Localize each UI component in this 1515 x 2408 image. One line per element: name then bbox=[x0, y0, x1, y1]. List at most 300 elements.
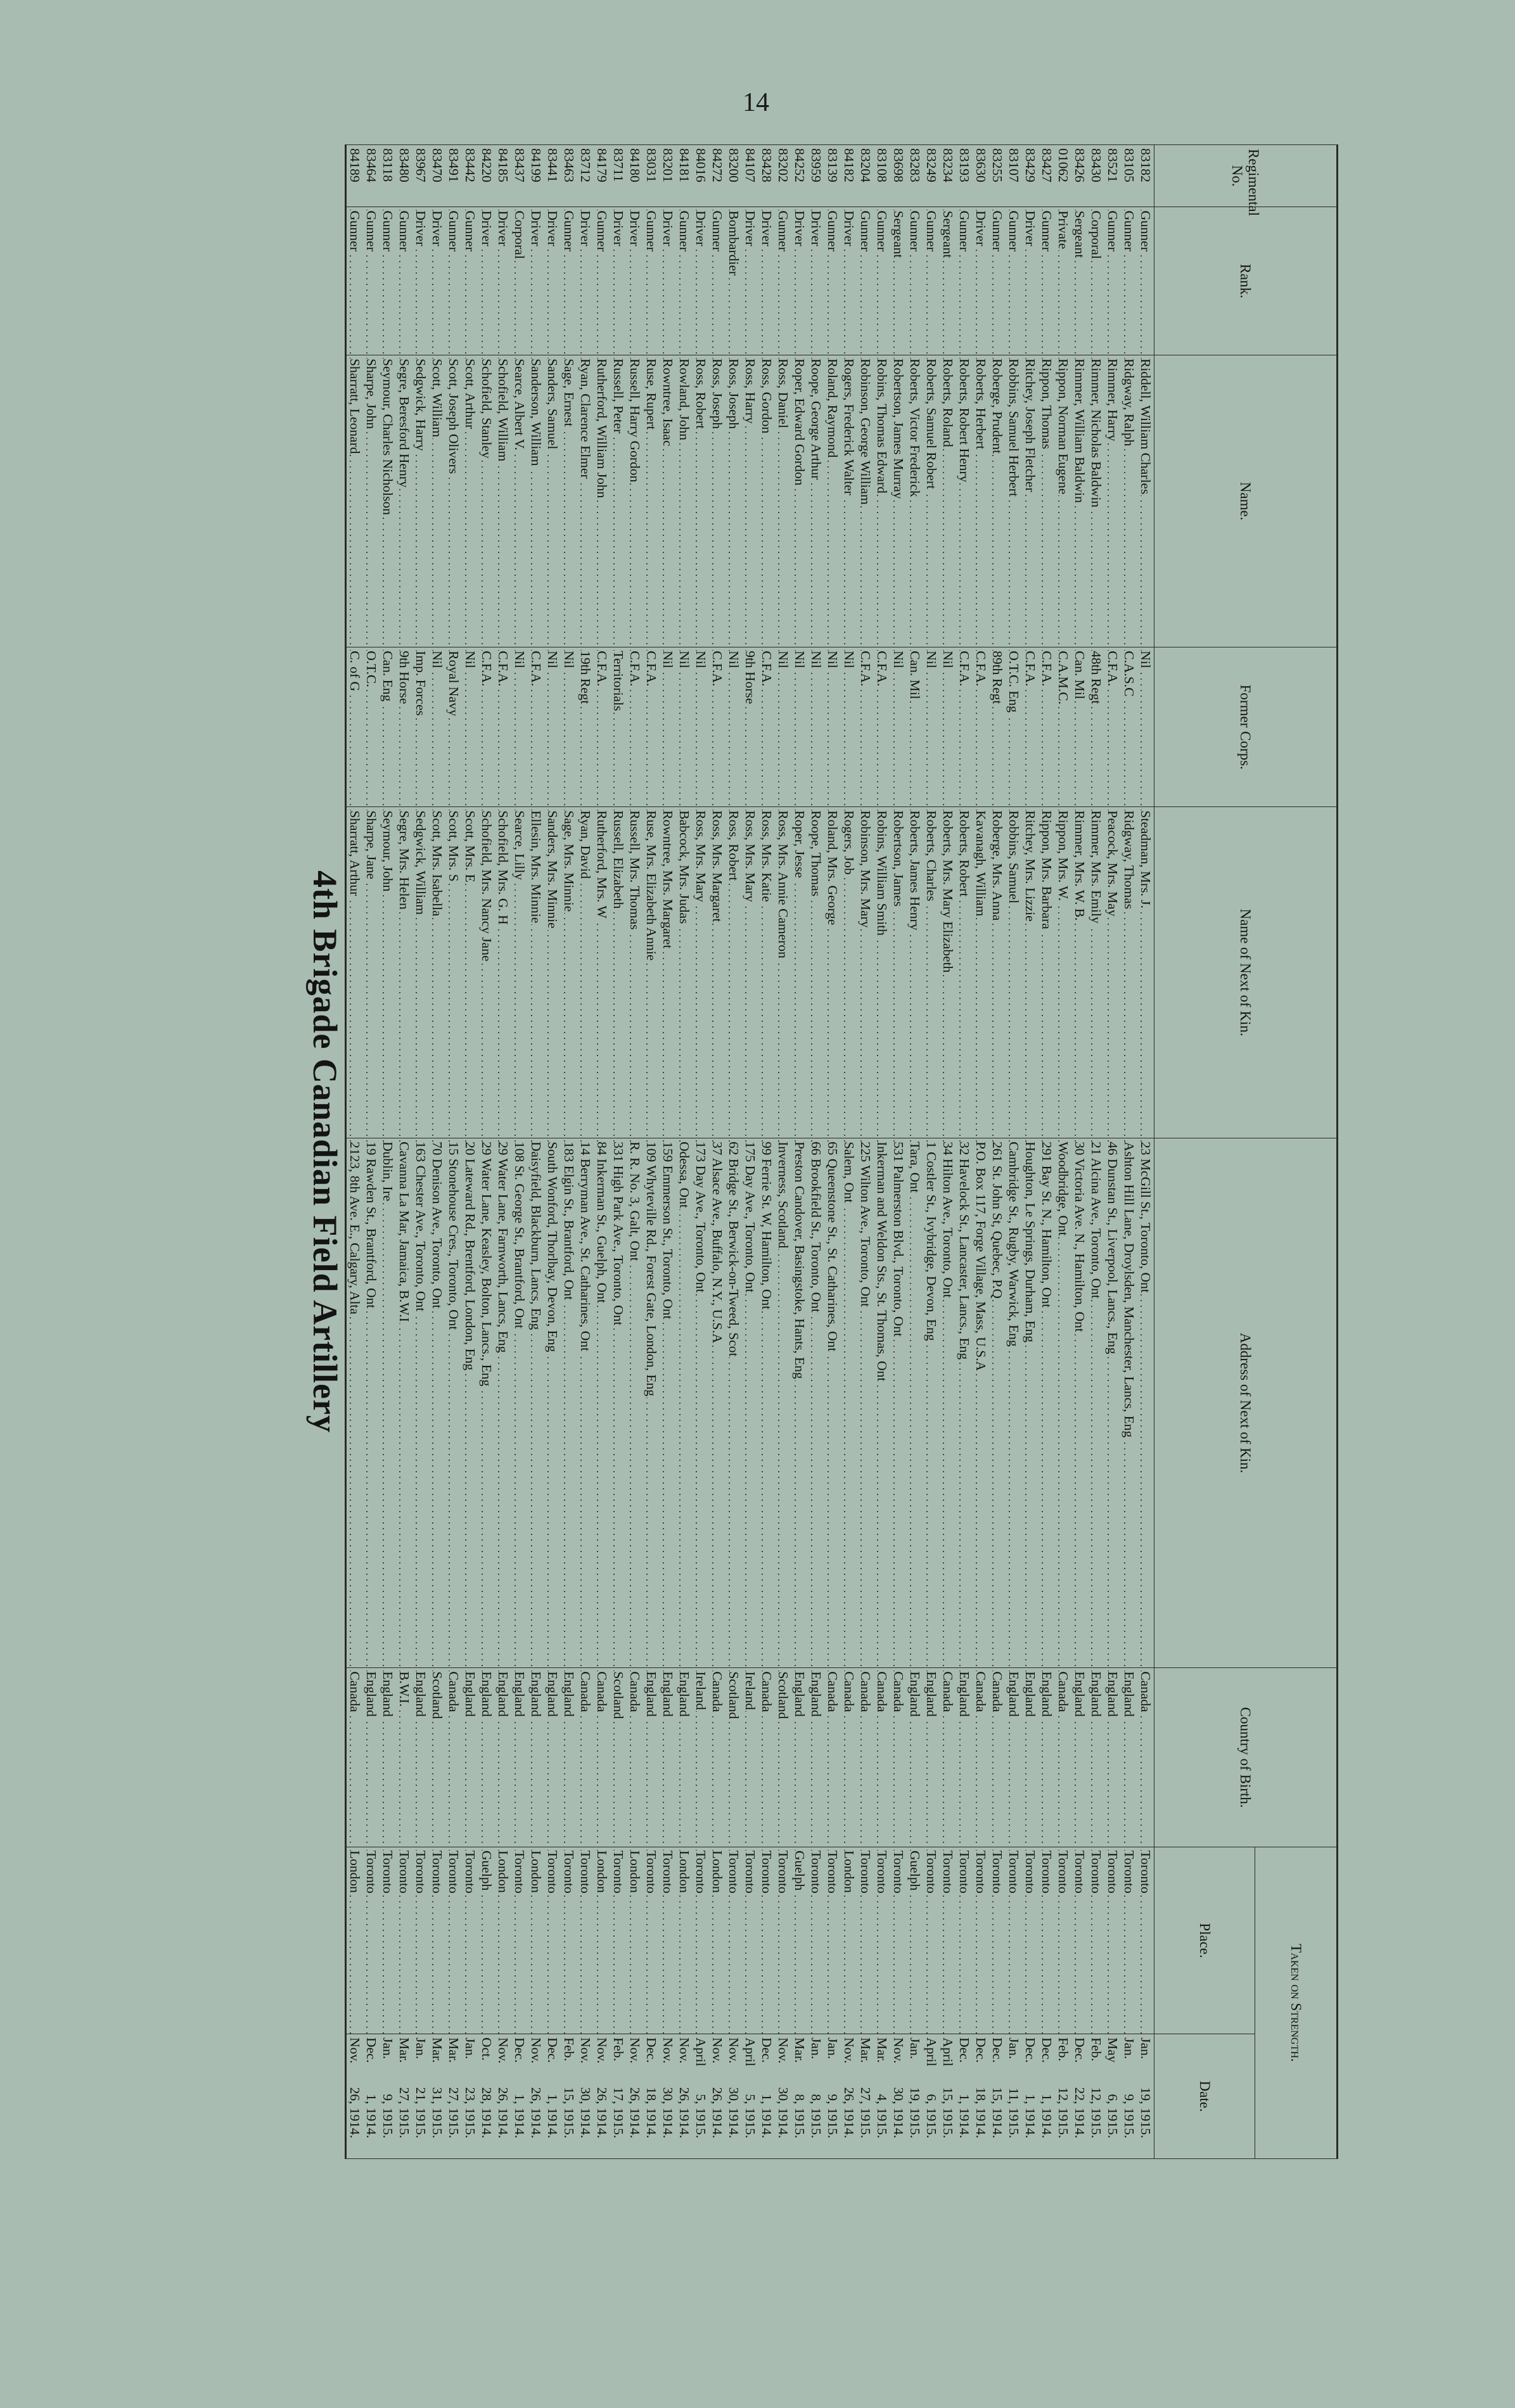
regimental-no-cell-text: 83430 bbox=[1089, 148, 1104, 182]
next-of-kin-cell-text: Sanders, Mrs. Minnie bbox=[545, 810, 560, 929]
date-day: 8 bbox=[792, 2094, 807, 2101]
regimental-no-cell-text: 84252 bbox=[792, 148, 807, 182]
country-of-birth-cell bbox=[478, 1668, 495, 1847]
address-cell bbox=[758, 1138, 775, 1667]
address-cell bbox=[857, 1138, 874, 1667]
address-cell-text: 70 Denison Ave., Toronto, Ont bbox=[430, 1141, 445, 1309]
country-of-birth-cell bbox=[577, 1668, 594, 1847]
date-year: 1915. bbox=[463, 2107, 478, 2139]
place-cell bbox=[693, 1847, 709, 2034]
date-year: 1914. bbox=[710, 2107, 725, 2139]
country-of-birth-cell bbox=[808, 1668, 824, 1847]
regimental-no-cell-text: 83108 bbox=[874, 148, 890, 182]
place-cell bbox=[808, 1847, 824, 2034]
next-of-kin-cell bbox=[478, 807, 495, 1138]
country-of-birth-cell bbox=[594, 1668, 610, 1847]
date-year: 1914. bbox=[1072, 2107, 1087, 2139]
country-of-birth-cell-text: England bbox=[545, 1671, 560, 1717]
regimental-no-cell bbox=[660, 145, 676, 207]
date-year: 1914. bbox=[891, 2107, 906, 2139]
place-cell-text: Guelph bbox=[479, 1851, 494, 1891]
address-cell-text: 32 Havelock St., Lancaster, Lancs., Eng bbox=[957, 1141, 972, 1360]
regimental-no-cell-text: 84272 bbox=[710, 148, 725, 182]
next-of-kin-cell bbox=[874, 807, 890, 1138]
country-of-birth-cell-text: Canada bbox=[1056, 1671, 1071, 1712]
regimental-no-cell bbox=[676, 145, 693, 207]
next-of-kin-cell-text: Steadman, Mrs. J. bbox=[1138, 810, 1153, 908]
next-of-kin-cell bbox=[610, 807, 627, 1138]
name-cell-text: Robins, Thomas Edward bbox=[874, 359, 890, 494]
table-row bbox=[478, 145, 495, 2159]
next-of-kin-cell-text: Ruse, Mrs. Elizabeth Annie bbox=[644, 810, 659, 961]
place-cell-text: London bbox=[627, 1851, 642, 1893]
former-corps-cell bbox=[808, 647, 824, 807]
name-cell bbox=[478, 355, 495, 647]
page-number: 14 bbox=[743, 88, 769, 117]
place-cell-text: Toronto bbox=[1039, 1851, 1054, 1894]
table-row bbox=[824, 145, 841, 2159]
regimental-no-cell-text: 83139 bbox=[825, 148, 840, 182]
address-cell bbox=[511, 1138, 528, 1667]
address-cell-text: 21 Alcina Ave., Toronto, Ont bbox=[1089, 1141, 1104, 1299]
former-corps-cell-text: C.F.A. bbox=[759, 651, 774, 687]
address-cell-text: 29 Water Lane, Farnworth, Lancs, Eng bbox=[495, 1141, 511, 1353]
regimental-no-cell bbox=[561, 145, 577, 207]
date-year: 1915. bbox=[940, 2107, 956, 2139]
date-day: 17 bbox=[611, 2087, 626, 2101]
date-day: 26 bbox=[841, 2087, 857, 2101]
date-month: Nov. bbox=[660, 2037, 675, 2064]
former-corps-cell-text: Nil bbox=[792, 651, 807, 668]
rank-cell-text: Sergeant bbox=[940, 210, 956, 258]
address-cell bbox=[610, 1138, 627, 1667]
name-cell bbox=[445, 355, 462, 647]
date-year: 1915. bbox=[809, 2107, 824, 2139]
table-row bbox=[841, 145, 857, 2159]
date-year: 1914. bbox=[759, 2107, 774, 2139]
address-cell bbox=[940, 1138, 956, 1667]
date-day: 26 bbox=[710, 2087, 725, 2101]
next-of-kin-cell bbox=[824, 807, 841, 1138]
former-corps-cell-text: Nil bbox=[512, 651, 527, 668]
rank-cell-text: Gunner bbox=[347, 210, 362, 252]
regimental-no-cell-text: 83480 bbox=[397, 148, 412, 182]
date-month: May bbox=[1105, 2037, 1120, 2063]
rank-cell bbox=[956, 207, 973, 355]
place-cell-text: Toronto bbox=[990, 1851, 1005, 1894]
country-of-birth-cell bbox=[429, 1668, 445, 1847]
place-cell-text: Toronto bbox=[693, 1851, 708, 1894]
country-of-birth-cell bbox=[363, 1668, 380, 1847]
name-cell-text: Sharratt, Leonard bbox=[347, 359, 362, 454]
name-cell-text: Rogers, Frederick Walter bbox=[841, 359, 857, 495]
country-of-birth-cell-text: England bbox=[1122, 1671, 1137, 1717]
rank-cell-text: Driver bbox=[792, 210, 807, 246]
rank-cell bbox=[495, 207, 511, 355]
country-of-birth-cell bbox=[841, 1668, 857, 1847]
next-of-kin-cell bbox=[363, 807, 380, 1138]
place-cell-text: London bbox=[528, 1851, 544, 1893]
address-cell-text: 23 McGill St., Toronto, Ont bbox=[1138, 1141, 1153, 1293]
date-year: 1915. bbox=[825, 2107, 840, 2139]
date-year: 1915. bbox=[907, 2107, 923, 2139]
rank-cell-text: Corporal bbox=[1089, 210, 1104, 259]
place-cell-text: Toronto bbox=[578, 1851, 593, 1894]
address-cell-text: 225 Wilton Ave., Toronto, Ont bbox=[858, 1141, 873, 1307]
place-cell bbox=[989, 1847, 1006, 2034]
regimental-no-cell bbox=[923, 145, 940, 207]
date-year: 1915. bbox=[874, 2107, 890, 2139]
country-of-birth-cell bbox=[462, 1668, 478, 1847]
date-day: 12 bbox=[1056, 2087, 1071, 2101]
name-cell bbox=[1039, 355, 1055, 647]
rank-cell bbox=[676, 207, 693, 355]
rank-cell bbox=[989, 207, 1006, 355]
date-month: Dec. bbox=[545, 2037, 560, 2063]
regimental-no-cell-text: 83255 bbox=[990, 148, 1005, 182]
next-of-kin-cell-text: Scott, Mrs. Isabella bbox=[430, 810, 445, 917]
address-cell bbox=[660, 1138, 676, 1667]
regimental-no-cell bbox=[874, 145, 890, 207]
regimental-no-cell-text: 83201 bbox=[660, 148, 675, 182]
date-day: 18 bbox=[973, 2087, 988, 2101]
address-cell-text: 173 Day Ave., Toronto, Ont bbox=[693, 1141, 708, 1293]
name-cell-text: Rimmer, Harry bbox=[1105, 359, 1120, 442]
former-corps-cell bbox=[676, 647, 693, 807]
date-day: 28 bbox=[479, 2087, 494, 2101]
regimental-no-cell bbox=[462, 145, 478, 207]
place-cell bbox=[380, 1847, 396, 2034]
date-year: 1914. bbox=[990, 2107, 1005, 2139]
rank-cell bbox=[775, 207, 791, 355]
table-row bbox=[429, 145, 445, 2159]
table-row bbox=[594, 145, 610, 2159]
address-cell-text: 159 Emmerson St., Toronto, Ont bbox=[660, 1141, 675, 1320]
address-cell bbox=[1104, 1138, 1121, 1667]
address-cell bbox=[363, 1138, 380, 1667]
date-day: 26 bbox=[495, 2087, 511, 2101]
rank-cell bbox=[1022, 207, 1039, 355]
country-of-birth-cell bbox=[758, 1668, 775, 1847]
next-of-kin-cell bbox=[561, 807, 577, 1138]
rank-cell-text: Driver bbox=[627, 210, 642, 246]
regimental-no-cell bbox=[956, 145, 973, 207]
country-of-birth-cell-text: England bbox=[644, 1671, 659, 1717]
name-cell bbox=[758, 355, 775, 647]
country-of-birth-cell bbox=[956, 1668, 973, 1847]
country-of-birth-cell bbox=[874, 1668, 890, 1847]
regimental-no-cell bbox=[1022, 145, 1039, 207]
former-corps-cell bbox=[396, 647, 412, 807]
address-cell bbox=[676, 1138, 693, 1667]
address-cell bbox=[643, 1138, 660, 1667]
date-cell: Dec.18, 1914. bbox=[643, 2034, 660, 2159]
place-cell bbox=[495, 1847, 511, 2034]
country-of-birth-cell-text: Canada bbox=[1138, 1671, 1153, 1712]
place-cell bbox=[1121, 1847, 1137, 2034]
date-year: 1915. bbox=[1122, 2107, 1137, 2139]
name-cell-text: Scott, Joseph Olivers bbox=[446, 359, 461, 475]
former-corps-cell bbox=[1071, 647, 1088, 807]
regimental-no-cell bbox=[1121, 145, 1137, 207]
address-cell-text: 37 Alsace Ave., Buffalo, N.Y., U.S.A bbox=[710, 1141, 725, 1344]
date-day: 27 bbox=[446, 2087, 461, 2101]
date-cell: Feb.15, 1915. bbox=[561, 2034, 577, 2159]
table-row bbox=[1071, 145, 1088, 2159]
table-row bbox=[462, 145, 478, 2159]
date-day: 1 bbox=[759, 2094, 774, 2101]
address-cell-text: Odessa, Ont bbox=[677, 1141, 692, 1209]
date-cell: Mar.27, 1915. bbox=[857, 2034, 874, 2159]
name-cell-text: Roberts, Roland bbox=[940, 359, 956, 447]
country-of-birth-cell bbox=[676, 1668, 693, 1847]
address-cell-text: Ashton Hill Lane, Droylsden, Manchester, Lancs, Eng bbox=[1122, 1141, 1137, 1438]
former-corps-cell-text: C.F.A. bbox=[957, 651, 972, 687]
next-of-kin-cell-text: Schofield, Mrs. G. H bbox=[495, 810, 511, 925]
country-of-birth-cell bbox=[1055, 1668, 1071, 1847]
next-of-kin-cell bbox=[923, 807, 940, 1138]
address-cell bbox=[726, 1138, 742, 1667]
date-cell: Dec.15, 1914. bbox=[989, 2034, 1006, 2159]
regimental-no-cell-text: 84016 bbox=[693, 148, 708, 182]
address-cell bbox=[1022, 1138, 1039, 1667]
next-of-kin-cell bbox=[577, 807, 594, 1138]
rank-cell bbox=[1055, 207, 1071, 355]
place-cell-text: Toronto bbox=[660, 1851, 675, 1894]
place-cell bbox=[791, 1847, 808, 2034]
date-cell: Jan.21, 1915. bbox=[412, 2034, 429, 2159]
name-cell bbox=[808, 355, 824, 647]
regimental-no-cell-text: 83441 bbox=[545, 148, 560, 182]
name-cell bbox=[956, 355, 973, 647]
date-month: Dec. bbox=[364, 2037, 379, 2063]
address-cell bbox=[775, 1138, 791, 1667]
rank-cell-text: Gunner bbox=[907, 210, 923, 252]
regimental-no-cell-text: 83200 bbox=[726, 148, 741, 182]
next-of-kin-cell-text: Kavanagh, William bbox=[973, 810, 988, 917]
regimental-no-cell bbox=[973, 145, 989, 207]
regimental-no-cell-text: 83491 bbox=[446, 148, 461, 182]
date-month: Nov. bbox=[578, 2037, 593, 2064]
place-cell-text: Toronto bbox=[1105, 1851, 1120, 1894]
name-cell-text: Searce, Albert V. bbox=[512, 359, 527, 450]
date-cell: Nov.30, 1914. bbox=[890, 2034, 907, 2159]
regimental-no-cell bbox=[511, 145, 528, 207]
rank-cell-text: Private bbox=[1056, 210, 1071, 250]
date-year: 1915. bbox=[924, 2107, 939, 2139]
next-of-kin-cell-text: Sharpe, Jane bbox=[364, 810, 379, 879]
country-of-birth-cell-text: England bbox=[1006, 1671, 1021, 1717]
rank-cell bbox=[1121, 207, 1137, 355]
regimental-no-cell bbox=[627, 145, 643, 207]
former-corps-cell-text: Nil bbox=[841, 651, 857, 668]
regimental-no-cell-text: 83202 bbox=[776, 148, 791, 182]
page-title: 4th Brigade Canadian Field Artillery bbox=[306, 870, 344, 1433]
country-of-birth-cell bbox=[775, 1668, 791, 1847]
name-cell bbox=[1071, 355, 1088, 647]
place-cell-text: Toronto bbox=[759, 1851, 774, 1894]
date-day: 18 bbox=[644, 2087, 659, 2101]
name-cell-text: Riddell, William Charles bbox=[1138, 359, 1153, 495]
date-day: 22 bbox=[1072, 2087, 1087, 2101]
date-year: 1915. bbox=[380, 2107, 395, 2139]
name-cell bbox=[511, 355, 528, 647]
former-corps-cell-text: 89th Regt bbox=[990, 651, 1005, 704]
next-of-kin-cell-text: Roberge, Mrs. Anna bbox=[990, 810, 1005, 921]
table-row bbox=[412, 145, 429, 2159]
country-of-birth-cell bbox=[412, 1668, 429, 1847]
place-cell-text: Toronto bbox=[380, 1851, 395, 1894]
table-row bbox=[791, 145, 808, 2159]
next-of-kin-cell bbox=[791, 807, 808, 1138]
date-year: 1914. bbox=[776, 2107, 791, 2139]
date-cell: Nov.30, 1914. bbox=[660, 2034, 676, 2159]
name-cell-text: Roberts, Robert Henry bbox=[957, 359, 972, 483]
former-corps-cell bbox=[1055, 647, 1071, 807]
regimental-no-cell-text: 83959 bbox=[809, 148, 824, 182]
former-corps-cell-text: C.A.S.C bbox=[1122, 651, 1137, 697]
date-cell: Jan.11, 1915. bbox=[1006, 2034, 1022, 2159]
rank-cell bbox=[1006, 207, 1022, 355]
place-cell-text: Toronto bbox=[446, 1851, 461, 1894]
rank-cell bbox=[874, 207, 890, 355]
regimental-no-cell-text: 83031 bbox=[644, 148, 659, 182]
place-cell bbox=[874, 1847, 890, 2034]
rank-cell bbox=[594, 207, 610, 355]
table-row bbox=[1055, 145, 1071, 2159]
address-cell bbox=[973, 1138, 989, 1667]
date-year: 1914. bbox=[594, 2107, 610, 2139]
table-row bbox=[973, 145, 989, 2159]
rank-cell bbox=[396, 207, 412, 355]
regimental-no-cell-text: 83249 bbox=[924, 148, 939, 182]
next-of-kin-cell-text: Robertson, James bbox=[891, 810, 906, 907]
place-cell bbox=[742, 1847, 758, 2034]
regimental-no-cell bbox=[528, 145, 544, 207]
rank-cell bbox=[693, 207, 709, 355]
date-year: 1914. bbox=[973, 2107, 988, 2139]
date-day: 30 bbox=[776, 2087, 791, 2101]
regimental-no-cell bbox=[1055, 145, 1071, 207]
date-month: April bbox=[940, 2037, 956, 2067]
address-cell bbox=[577, 1138, 594, 1667]
nominal-roll-table bbox=[345, 144, 1338, 2159]
former-corps-cell bbox=[824, 647, 841, 807]
regimental-no-cell bbox=[791, 145, 808, 207]
date-month: Nov. bbox=[891, 2037, 906, 2064]
country-of-birth-cell-text: England bbox=[660, 1671, 675, 1717]
date-cell: Jan.19, 1915. bbox=[907, 2034, 923, 2159]
former-corps-cell bbox=[577, 647, 594, 807]
date-year: 1915. bbox=[561, 2107, 577, 2139]
date-day: 9 bbox=[380, 2094, 395, 2101]
next-of-kin-cell bbox=[1121, 807, 1137, 1138]
place-cell bbox=[923, 1847, 940, 2034]
rank-cell bbox=[907, 207, 923, 355]
header-name: Name. bbox=[1154, 355, 1338, 647]
former-corps-cell bbox=[412, 647, 429, 807]
date-cell: Nov.26, 1914. bbox=[528, 2034, 544, 2159]
next-of-kin-cell bbox=[528, 807, 544, 1138]
address-cell-text: 19 Rawden St., Brantford, Ont bbox=[364, 1141, 379, 1309]
address-cell bbox=[462, 1138, 478, 1667]
date-month: Mar. bbox=[874, 2037, 890, 2063]
date-year: 1914. bbox=[528, 2107, 544, 2139]
former-corps-cell-text: Imp. Forces bbox=[413, 651, 428, 716]
next-of-kin-cell bbox=[1039, 807, 1055, 1138]
regimental-no-cell bbox=[808, 145, 824, 207]
regimental-no-cell bbox=[726, 145, 742, 207]
name-cell bbox=[775, 355, 791, 647]
former-corps-cell bbox=[1039, 647, 1055, 807]
address-cell bbox=[989, 1138, 1006, 1667]
date-day: 15 bbox=[561, 2087, 577, 2101]
country-of-birth-cell-text: England bbox=[364, 1671, 379, 1717]
country-of-birth-cell bbox=[742, 1668, 758, 1847]
regimental-no-cell bbox=[610, 145, 627, 207]
date-day: 1 bbox=[1039, 2094, 1054, 2101]
former-corps-cell-text: Nil bbox=[677, 651, 692, 668]
place-cell-text: Toronto bbox=[809, 1851, 824, 1894]
regimental-no-cell-text: 84180 bbox=[627, 148, 642, 182]
date-cell: Mar.27, 1915. bbox=[445, 2034, 462, 2159]
date-month: Dec. bbox=[759, 2037, 774, 2063]
next-of-kin-cell-text: Roberts, Mrs. Mary Elizabeth bbox=[940, 810, 956, 973]
regimental-no-cell bbox=[989, 145, 1006, 207]
regimental-no-cell bbox=[890, 145, 907, 207]
place-cell bbox=[857, 1847, 874, 2034]
place-cell-text: Toronto bbox=[364, 1851, 379, 1894]
regimental-no-cell-text: 83283 bbox=[907, 148, 923, 182]
place-cell bbox=[528, 1847, 544, 2034]
country-of-birth-cell bbox=[857, 1668, 874, 1847]
place-cell-text: Toronto bbox=[924, 1851, 939, 1894]
place-cell bbox=[940, 1847, 956, 2034]
rank-cell bbox=[857, 207, 874, 355]
table-row bbox=[956, 145, 973, 2159]
date-month: Jan. bbox=[809, 2037, 824, 2060]
country-of-birth-cell bbox=[1137, 1668, 1154, 1847]
place-cell bbox=[594, 1847, 610, 2034]
date-day: 26 bbox=[347, 2087, 362, 2101]
name-cell-text: Rippon, Thomas bbox=[1039, 359, 1054, 449]
next-of-kin-cell bbox=[462, 807, 478, 1138]
country-of-birth-cell bbox=[1006, 1668, 1022, 1847]
date-day: 5 bbox=[743, 2094, 758, 2101]
regimental-no-cell-text: 84179 bbox=[594, 148, 610, 182]
place-cell-text: Toronto bbox=[776, 1851, 791, 1894]
former-corps-cell bbox=[511, 647, 528, 807]
next-of-kin-cell-text: Russell, Elizabeth bbox=[611, 810, 626, 909]
rank-cell bbox=[758, 207, 775, 355]
country-of-birth-cell bbox=[791, 1668, 808, 1847]
next-of-kin-cell-text: Scott, Mrs. E bbox=[463, 810, 478, 882]
date-day: 30 bbox=[578, 2087, 593, 2101]
country-of-birth-cell bbox=[1022, 1668, 1039, 1847]
name-cell-text: Sharpe, John bbox=[364, 359, 379, 430]
header-former-corps: Former Corps. bbox=[1154, 647, 1338, 807]
date-day: 19 bbox=[907, 2087, 923, 2101]
next-of-kin-cell-text: Ross, Mrs. Katie bbox=[759, 810, 774, 902]
date-day: 26 bbox=[594, 2087, 610, 2101]
table-row bbox=[1022, 145, 1039, 2159]
date-year: 1914. bbox=[957, 2107, 972, 2139]
rank-cell-text: Gunner bbox=[364, 210, 379, 252]
next-of-kin-cell bbox=[956, 807, 973, 1138]
date-month: Mar. bbox=[397, 2037, 412, 2063]
former-corps-cell bbox=[1137, 647, 1154, 807]
former-corps-cell bbox=[973, 647, 989, 807]
